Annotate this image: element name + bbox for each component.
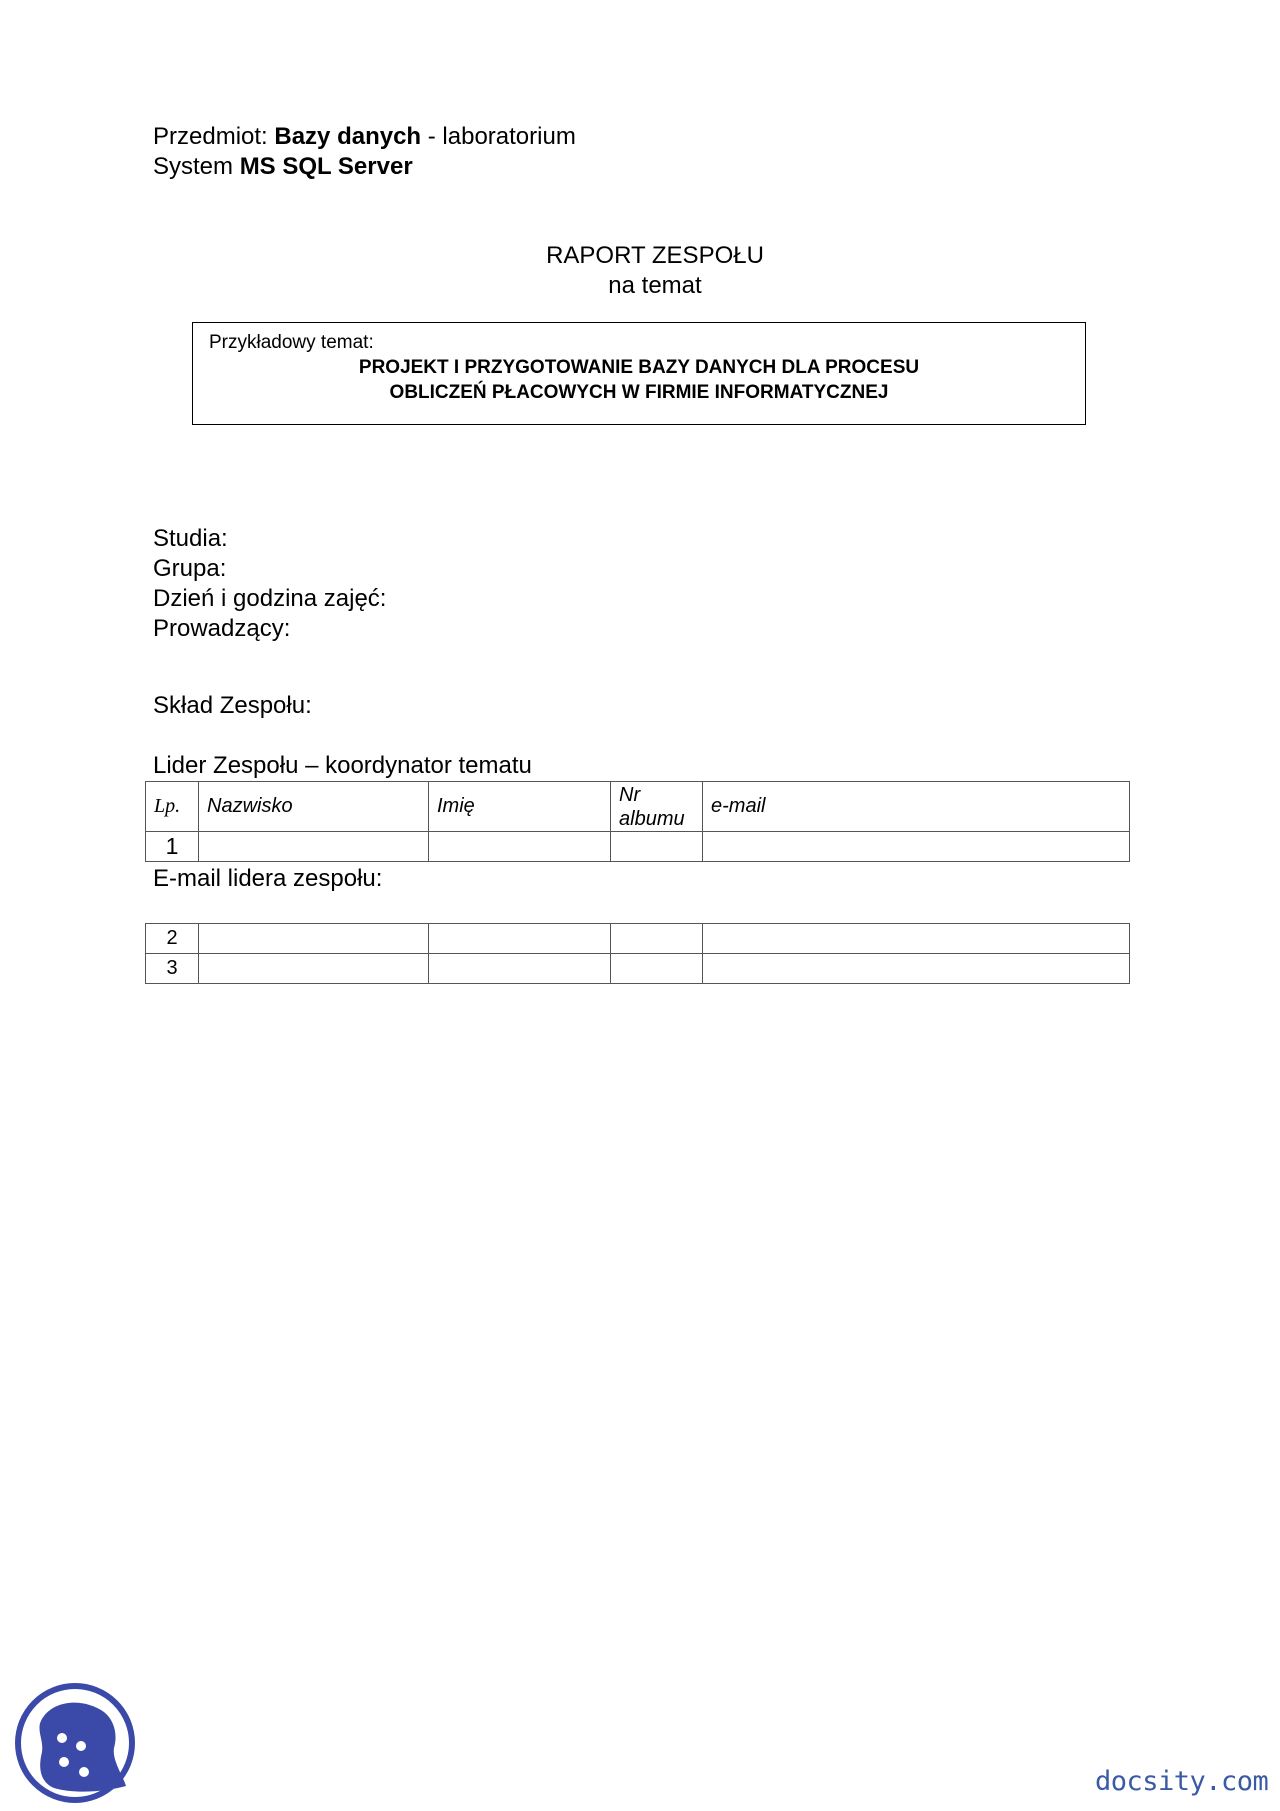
cell-imie[interactable] (429, 954, 611, 984)
topic-line-2: OBLICZEŃ PŁACOWYCH W FIRMIE INFORMATYCZNEJ (389, 382, 889, 403)
header-imie: Imię (429, 782, 611, 832)
topic-line-1: PROJEKT I PRZYGOTOWANIE BAZY DANYCH DLA PROCESU (358, 357, 920, 378)
cell-email[interactable] (703, 924, 1130, 954)
subject-line: Przedmiot: Bazy danych - laboratorium (153, 123, 576, 150)
subject-name: Bazy danych (274, 123, 422, 150)
row-number: 2 (146, 924, 199, 954)
header-email: e-mail (703, 782, 1130, 832)
cell-imie[interactable] (429, 832, 611, 862)
system-line: System MS SQL Server (153, 153, 413, 180)
table-row (146, 924, 1130, 954)
header-nr-albumu: Nr albumu (611, 782, 703, 832)
system-name: MS SQL Server (239, 153, 413, 180)
team-composition-label: Skład Zespołu: (153, 692, 312, 719)
report-title: RAPORT ZESPOŁU (546, 242, 764, 269)
cell-nazwisko[interactable] (199, 832, 429, 862)
field-grupa: Grupa: (153, 555, 227, 582)
members-table-leader (145, 781, 1130, 862)
cell-email[interactable] (703, 954, 1130, 984)
cell-nr-albumu[interactable] (611, 954, 703, 984)
field-studia: Studia: (153, 525, 228, 552)
leader-email-label: E-mail lidera zespołu: (153, 865, 383, 892)
docsity-logo-icon (14, 1682, 136, 1804)
cell-nazwisko[interactable] (199, 954, 429, 984)
row-number: 1 (146, 832, 199, 862)
docsity-brand-text[interactable]: docsity.com (1095, 1766, 1269, 1797)
cell-nr-albumu[interactable] (611, 832, 703, 862)
topic-box (192, 322, 1086, 425)
field-prowadzacy: Prowadzący: (153, 615, 291, 642)
header-lp: Lp. (146, 782, 199, 832)
row-number: 3 (146, 954, 199, 984)
team-leader-label: Lider Zespołu – koordynator tematu (153, 752, 532, 779)
cell-email[interactable] (703, 832, 1130, 862)
table-header-row (146, 782, 1130, 832)
cell-imie[interactable] (429, 924, 611, 954)
cell-nazwisko[interactable] (199, 924, 429, 954)
header-nazwisko: Nazwisko (199, 782, 429, 832)
field-dzien: Dzień i godzina zajęć: (153, 585, 387, 612)
report-subtitle: na temat (608, 272, 702, 299)
table-row (146, 832, 1130, 862)
topic-label: Przykładowy temat: (209, 332, 374, 353)
table-row (146, 954, 1130, 984)
members-table-others (145, 923, 1130, 984)
cell-nr-albumu[interactable] (611, 924, 703, 954)
